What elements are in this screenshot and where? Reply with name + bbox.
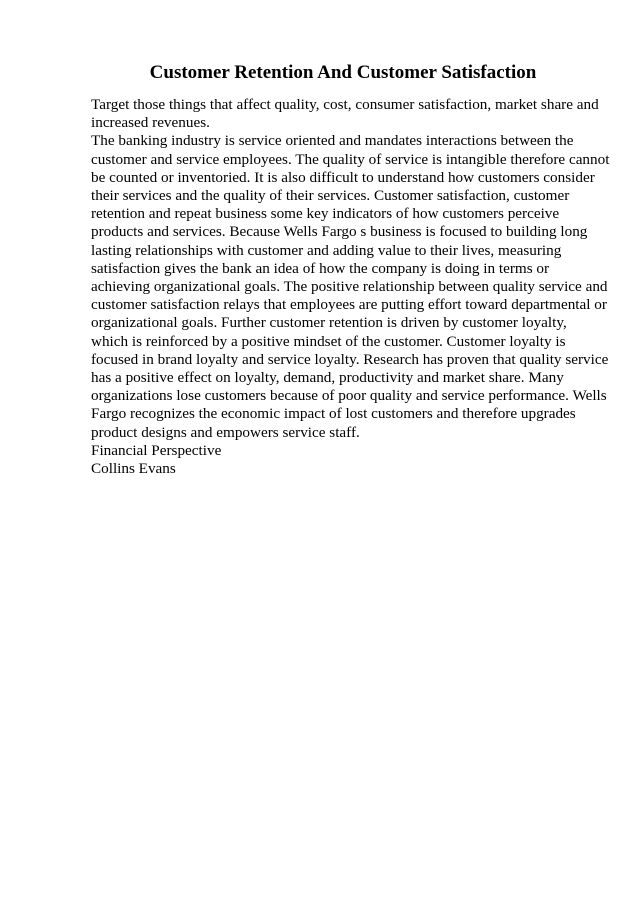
body-line: customer and service employees. The quality of service is intangible therefore cannot (91, 150, 610, 168)
document-title: Customer Retention And Customer Satisfaction (149, 62, 537, 83)
body-line: their services and the quality of their services. Customer satisfaction, customer (91, 187, 570, 205)
body-line: focused in brand loyalty and service loyalty. Research has proven that quality service (91, 350, 609, 368)
body-line: satisfaction gives the bank an idea of how the company is doing in terms or (91, 259, 550, 277)
body-line: products and services. Because Wells Fargo s business is focused to building long (91, 223, 588, 241)
document-body (91, 96, 610, 478)
body-line: lasting relationships with customer and adding value to their lives, measuring (91, 241, 562, 259)
body-line: Fargo recognizes the economic impact of lost customers and therefore upgrades (91, 405, 576, 423)
body-line: retention and repeat business some key indicators of how customers perceive (91, 205, 560, 223)
body-line: customer satisfaction relays that employees are putting effort toward departmental or (91, 296, 607, 314)
author-name: Collins Evans (91, 460, 176, 478)
body-line: Target those things that affect quality, cost, consumer satisfaction, market share and (91, 96, 599, 113)
body-line: organizational goals. Further customer retention is driven by customer loyalty, (91, 314, 567, 332)
body-line: The banking industry is service oriented and mandates interactions between the (91, 132, 574, 150)
body-line: be counted or inventoried. It is also difficult to understand how customers consider (91, 168, 595, 186)
body-line: which is reinforced by a positive mindset of the customer. Customer loyalty is (91, 332, 566, 350)
body-line: achieving organizational goals. The positive relationship between quality service and (91, 278, 608, 296)
body-line: increased revenues. (91, 114, 210, 132)
body-line: organizations lose customers because of poor quality and service performance. Wells (91, 387, 607, 405)
section-heading: Financial Perspective (91, 441, 222, 459)
body-line: has a positive effect on loyalty, demand, productivity and market share. Many (91, 369, 564, 387)
body-line: product designs and empowers service staff. (91, 423, 360, 441)
